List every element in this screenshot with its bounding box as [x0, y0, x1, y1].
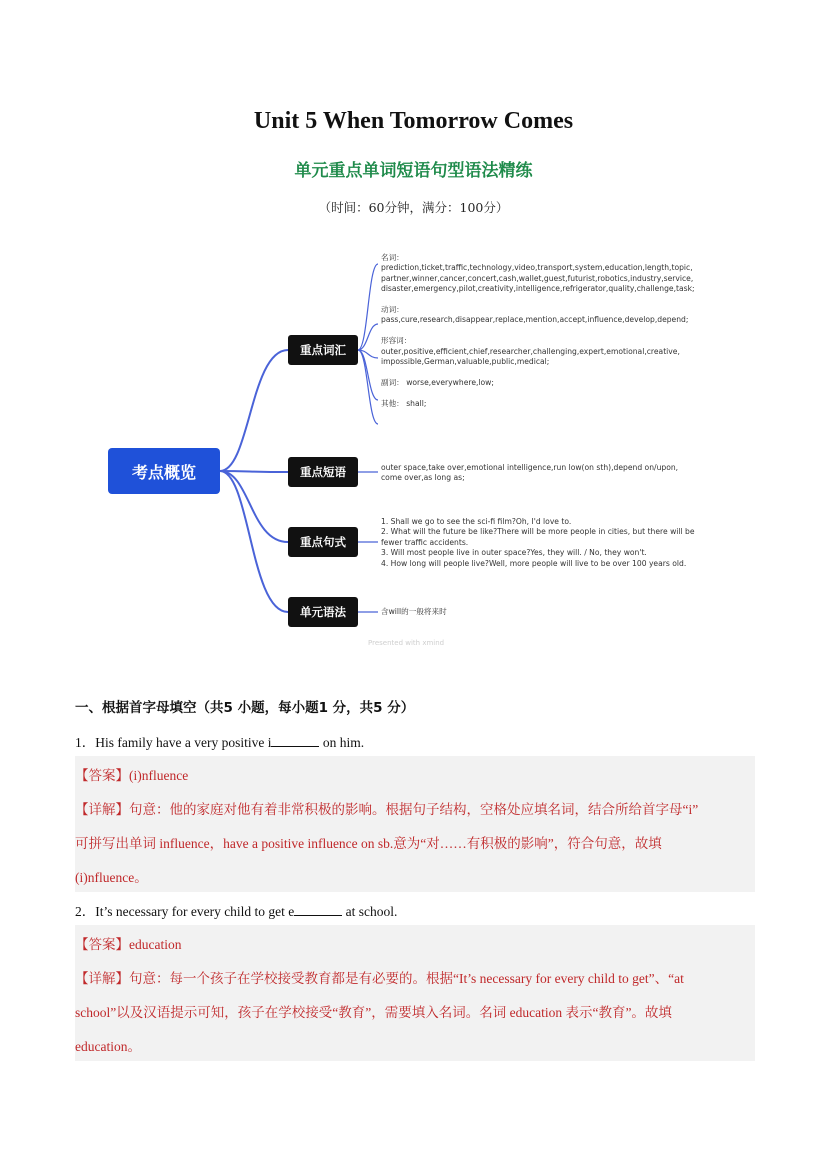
question-text-before: It’s necessary for every child to get e [95, 904, 295, 919]
document-title: Unit 5 When Tomorrow Comes [253, 108, 574, 134]
answer-value: (i)nfluence [129, 768, 189, 783]
question-number: 2． [75, 904, 96, 919]
time-and-score-note: （时间：60分钟，满分：100分） [318, 200, 509, 215]
detail-line-1: 【详解】句意：每一个孩子在学校接受教育都是有必要的。根据“It’s necessary for every child to get”、“at [75, 971, 684, 987]
answer-blank [294, 903, 342, 916]
detail-tag: 【详解】 [75, 802, 129, 818]
phrases-list: outer space,take over,emotional intelligence,run low(on sth),depend on/upon, come over,as long as; [381, 463, 679, 483]
question-1 [75, 731, 364, 751]
question-number: 1． [75, 735, 96, 750]
answer-box-1 [75, 756, 755, 892]
question-text-before: His family have a very positive i [95, 735, 272, 750]
answer-tag: 【答案】 [75, 768, 129, 784]
connector-grammar [220, 471, 288, 612]
answer-line [75, 933, 181, 953]
node-key-vocabulary: 重点词汇 [288, 335, 358, 365]
detail-line-2: school”以及汉语提示可知，孩子在学校接受“教育”，需要填入名词。名词 education 表示“教育”。故填 [75, 1005, 672, 1020]
xmind-watermark: Presented with xmind [368, 639, 445, 647]
section-heading: 一、根据首字母填空（共5 小题，每小题1 分，共5 分） [75, 700, 415, 716]
detail-line-3: (i)nfluence。 [75, 870, 148, 885]
answer-line [75, 764, 188, 784]
mind-map [100, 242, 740, 662]
answer-box-2 [75, 925, 755, 1061]
vocabulary-list: 名词： prediction,ticket,traffic,technology,video,transport,system,education,length,topic, partner,winner,cancer,concert,cash,wallet,guest,futurist,robotics,industry,service, disaster,emergency,pilot,creativity,intelligence,refrigerator,quality,challenge,task; 动词： pass,cure,research,disappear,replace,mention,accept,influence,develop,depend; 形容词： outer,positive,efficient,chief,researcher,challenging,expert,emotional,creative, impossible,German,valuable,public,medical; 副词： worse,everywhere,low; 其他： shall; [381, 253, 695, 408]
grammar-text: 含will的一般将来时 [381, 607, 447, 616]
answer-blank [271, 734, 319, 747]
detail-tag: 【详解】 [75, 971, 129, 987]
connector-phrases [220, 471, 288, 472]
sentences-list: 1. Shall we go to see the sci-fi film?Oh, I'd love to. 2. What will the future be like?There will be more people in cities, but there will be fewer traffic accidents. 3. Will most people live in outer space?Yes, they will. / No, they won't. 4. How long will people live?Well, more people will live to be over 100 years old. [381, 517, 695, 568]
connector-sentences [220, 471, 288, 542]
node-key-sentences: 重点句式 [288, 527, 358, 557]
answer-value: education [129, 937, 182, 952]
detail-line-3: education。 [75, 1039, 141, 1054]
question-2 [75, 900, 397, 920]
detail-line-1: 【详解】句意：他的家庭对他有着非常积极的影响。根据句子结构，空格处应填名词，结合所给首字母“i” [75, 802, 699, 818]
question-text-after: on him. [319, 735, 365, 750]
node-unit-grammar: 单元语法 [288, 597, 358, 627]
detail-line-2: 可拼写出单词 influence，have a positive influence on sb.意为“对……有积极的影响”，符合句意，故填 [75, 836, 662, 851]
document-subtitle: 单元重点单词短语句型语法精练 [294, 161, 533, 181]
node-key-phrases: 重点短语 [288, 457, 358, 487]
question-text-after: at school. [342, 904, 398, 919]
mind-map-root: 考点概览 [108, 448, 220, 494]
answer-tag: 【答案】 [75, 937, 129, 953]
connector-vocab [220, 350, 288, 471]
